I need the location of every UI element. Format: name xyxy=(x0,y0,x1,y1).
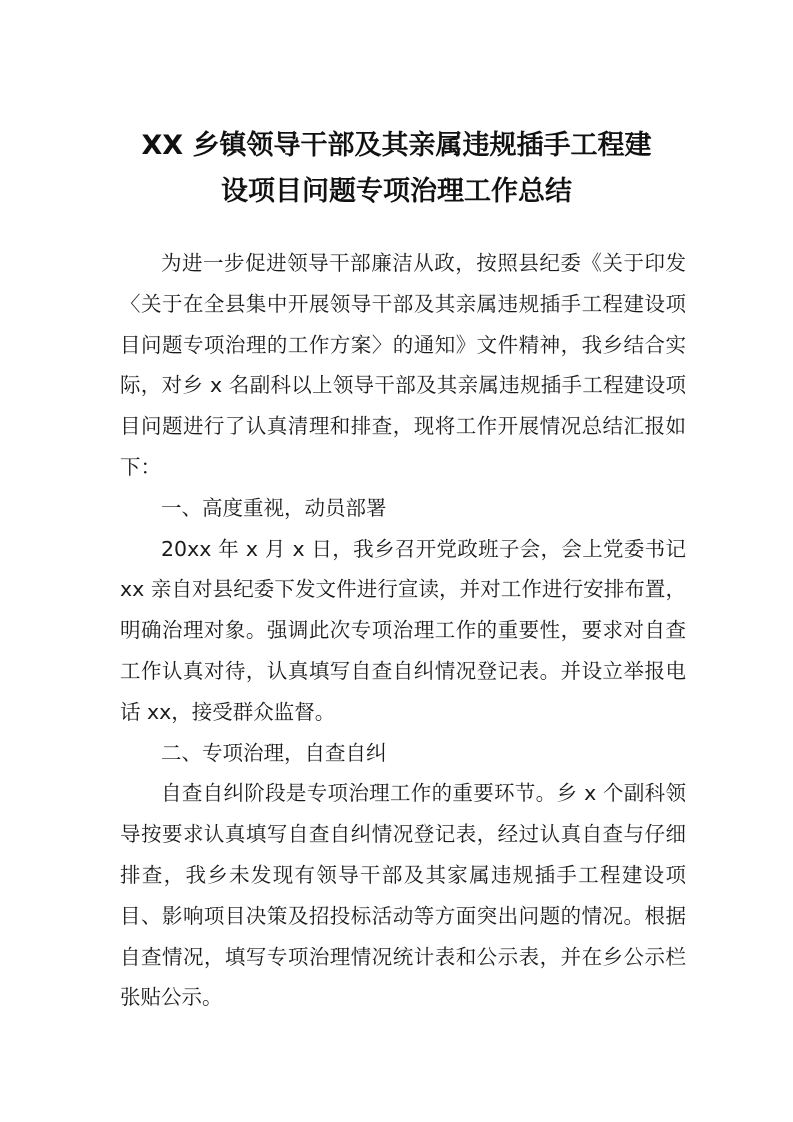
intro-paragraph: 为进一步促进领导干部廉洁从政，按照县纪委《关于印发〈关于在全县集中开展领导干部及其亲属违规插手工程建设项目问题专项治理的工作方案〉的通知》文件精神，我乡结合实际，对乡 x 名副科以上领导干部及其亲属违规插手工程建设项目问题进行了认真清理和排查，现将工作开展情况总结汇报如下： xyxy=(120,251,686,479)
section-1-paragraph: 20xx 年 x 月 x 日，我乡召开党政班子会，会上党委书记 xx 亲自对县纪委下发文件进行宣读，并对工作进行安排布置，明确治理对象。强调此次专项治理工作的重要性，要求对自查工作认真对待，认真填写自查自纠情况登记表。并设立举报电话 xx，接受群众监督。 xyxy=(120,536,686,724)
document-body xyxy=(120,243,686,1018)
document-title-line-1: XX 乡镇领导干部及其亲属违规插手工程建 xyxy=(141,130,652,161)
section-2-paragraph: 自查自纠阶段是专项治理工作的重要环节。乡 x 个副科领导按要求认真填写自查自纠情况登记表，经过认真自查与仔细排查，我乡未发现有领导干部及其家属违规插手工程建设项目、影响项目决策及招投标活动等方面突出问题的情况。根据自查情况，填写专项治理情况统计表和公示表，并在乡公示栏张贴公示。 xyxy=(120,781,686,1010)
section-heading-1: 一、高度重视，动员部署 xyxy=(161,495,387,520)
document-title-line-2: 设项目问题专项治理工作总结 xyxy=(221,176,572,207)
section-heading-2: 二、专项治理，自查自纠 xyxy=(161,740,387,765)
